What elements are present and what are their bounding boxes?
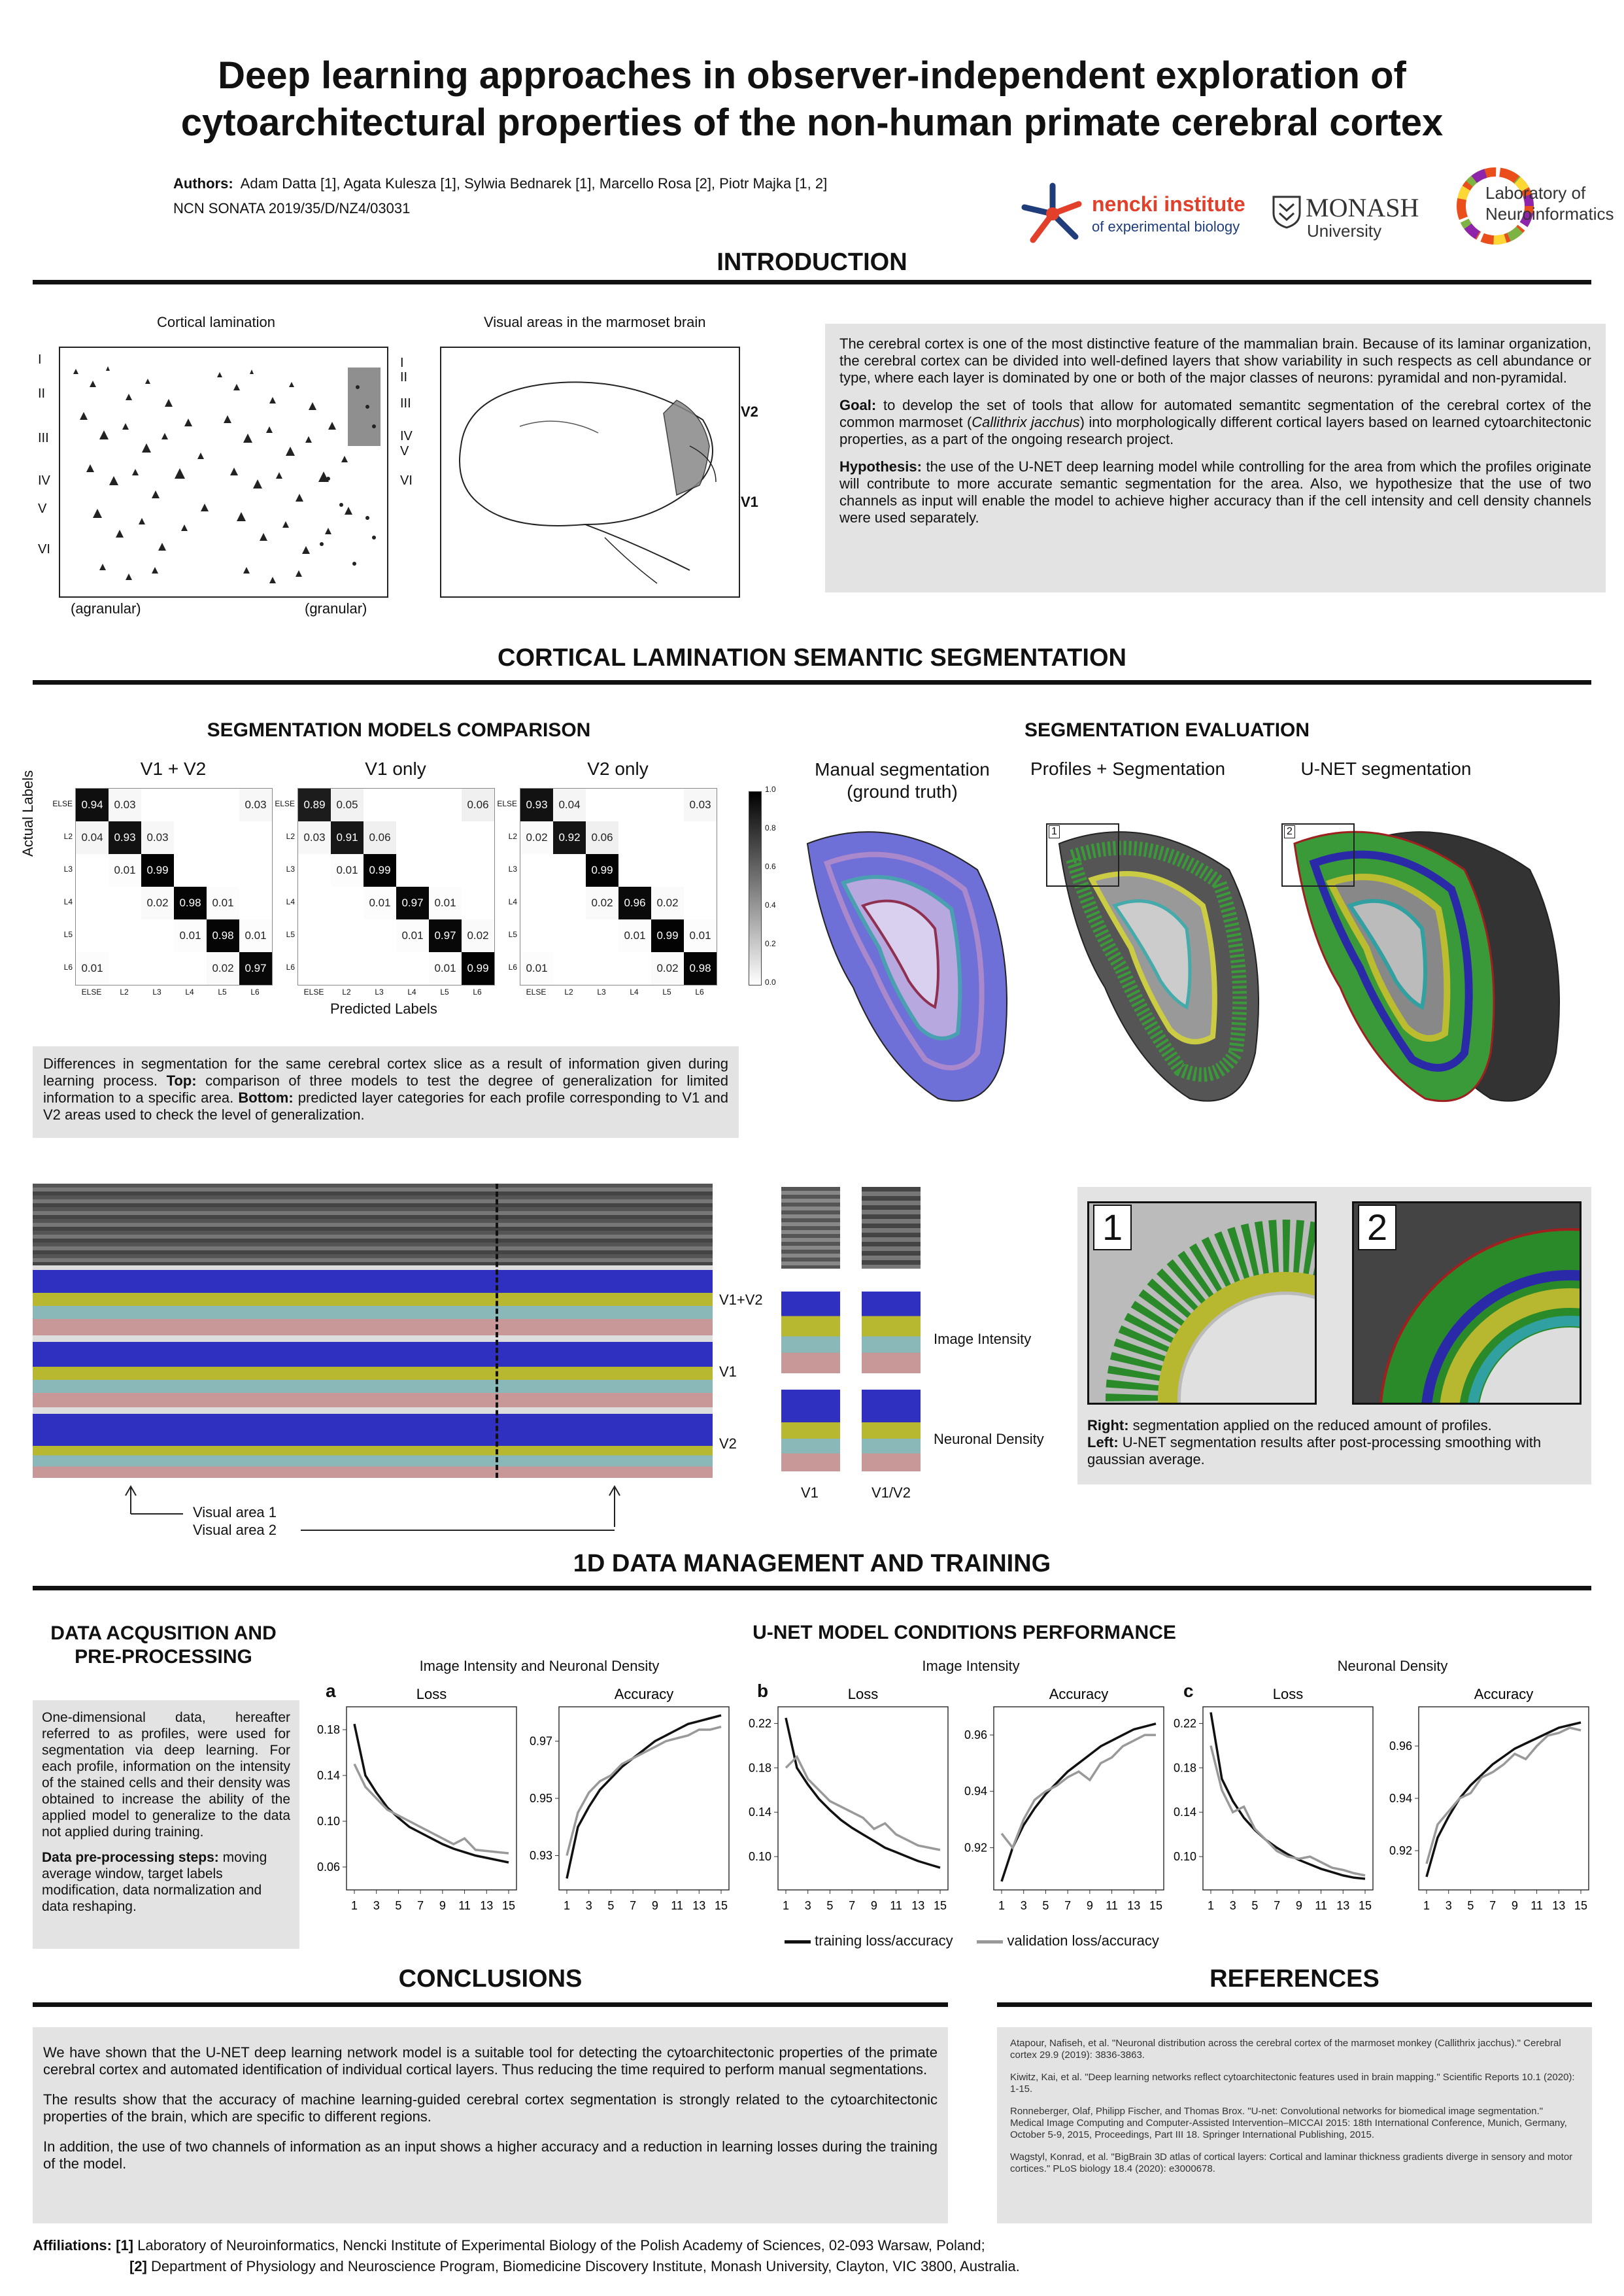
panel-b-label: b (757, 1681, 769, 1701)
strip-label-v2: V2 (719, 1435, 737, 1452)
x-tick-label: 3 (1229, 1899, 1236, 1912)
x-tick-label: 15 (714, 1899, 728, 1912)
x-tick-label: 9 (651, 1899, 658, 1912)
colorbar-tick: 1.0 (765, 785, 776, 794)
strip-label-v1: V1 (719, 1363, 737, 1380)
neuronal-density-label: Neuronal Density (934, 1431, 1044, 1447)
cm-cell: 0.99 (586, 854, 618, 887)
perf-legend (785, 1932, 1159, 1949)
cm-cell: 0.98 (174, 887, 207, 919)
chart-title: Accuracy (1474, 1686, 1534, 1702)
acquisition-heading-1: DATA ACQUSITION AND (50, 1622, 277, 1644)
cm-row-label: ELSE (52, 799, 73, 808)
cortical-lamination-title: Cortical lamination (157, 314, 275, 330)
caption-text-2: comparison of three models to test the degree of generalization for limited information to a specific area. (43, 1072, 728, 1106)
actual-labels-axis: Actual Labels (20, 770, 36, 857)
y-tick-label: 0.14 (316, 1769, 340, 1782)
x-tick-label: 1 (998, 1899, 1006, 1912)
x-tick-label: 7 (417, 1899, 424, 1912)
chart-frame (994, 1707, 1164, 1890)
inset-2-label: 2 (1284, 825, 1295, 838)
cm-cell: 0.01 (684, 919, 717, 952)
y-tick-label: 0.97 (529, 1734, 552, 1748)
layer-label: III (38, 431, 49, 445)
y-tick-label: 0.92 (964, 1841, 987, 1855)
colorbar-tick: 0.8 (765, 823, 776, 832)
cm-col-label: L5 (218, 987, 227, 997)
hypothesis-text: the use of the U-NET deep learning model while controlling for the area from which the profiles originate will contribute to more accurate semantic segmentation for the area. Also, we hypothesize that the use of two channels as input will enable the model to achieve higher accuracy than if the cell intensity and cell density channels were used separately. (839, 458, 1591, 526)
cm-row-label: L6 (63, 963, 73, 972)
y-tick-label: 0.10 (748, 1850, 771, 1864)
cm-row-label: L3 (63, 865, 73, 874)
eval-title-profiles: Profiles + Segmentation (1030, 759, 1226, 779)
reference-item: Atapour, Nafiseh, et al. "Neuronal distribution across the cerebral cortex of the marmoset monkey (Callithrix jacchus)." Cerebral cortex 29.9 (2019): 3836-3863. (1010, 2038, 1561, 2061)
cm-cell: 0.99 (651, 919, 684, 952)
colorbar-tick: 0.0 (765, 978, 776, 987)
cm-cell: 0.04 (76, 821, 109, 854)
steps-label: Data pre-processing steps: (42, 1850, 219, 1865)
y-tick-label: 0.22 (748, 1717, 771, 1730)
cm-cell: 0.04 (553, 789, 586, 821)
cm-row-label: L4 (286, 897, 295, 906)
cm-cell: 0.01 (429, 952, 462, 985)
affiliation-1-text: Laboratory of Neuroinformatics, Nencki Institute of Experimental Biology of the Polish Academy of Sciences, 02-093 Warsaw, Poland; (133, 2237, 985, 2253)
cm-row-label: L4 (63, 897, 73, 906)
cm-col-label: L4 (185, 987, 194, 997)
x-tick-label: 7 (849, 1899, 856, 1912)
chart-title: Loss (847, 1686, 879, 1702)
layer-label: II (400, 370, 408, 385)
cm-cell: 0.01 (239, 919, 272, 952)
cm-cell: 0.99 (462, 952, 494, 985)
cm-col-label: L3 (152, 987, 161, 997)
cm-row-label: L6 (286, 963, 295, 972)
cm-cell: 0.06 (364, 821, 396, 854)
title-line-1: Deep learning approaches in observer-independent exploration of (218, 54, 1406, 97)
authors-label: Authors: (173, 175, 233, 192)
legend-val-label: validation loss/accuracy (1007, 1932, 1159, 1949)
hypothesis-label: Hypothesis: (839, 458, 922, 475)
conclusion-p3: In addition, the use of two channels of information as an input shows a higher accuracy and a reduction in learning losses during the training of the model. (43, 2138, 938, 2172)
y-tick-label: 0.95 (529, 1792, 552, 1805)
monash-subname: University (1307, 221, 1382, 241)
reference-item: Kiwitz, Kai, et al. "Deep learning networks reflect cytoarchitectonic features used in brain mapping." Scientific Reports 10.1 (2020): 1-15. (1010, 2072, 1575, 2095)
cm-col-label: L4 (630, 987, 639, 997)
cm-title: V1 only (365, 759, 426, 779)
references-box (997, 2027, 1592, 2223)
x-tick-label: 5 (1042, 1899, 1049, 1912)
cm-cell: 0.02 (141, 887, 174, 919)
x-tick-label: 3 (1020, 1899, 1027, 1912)
cm-cell: 0.01 (76, 952, 109, 985)
zoom-2-label: 2 (1358, 1205, 1396, 1250)
panel-a-label: a (326, 1681, 336, 1701)
chart-frame (1203, 1707, 1373, 1890)
cm-cell: 0.03 (684, 789, 717, 821)
cm-cell: 0.89 (298, 789, 331, 821)
cm-cell: 0.98 (207, 919, 239, 952)
cm-cell: 0.02 (586, 887, 618, 919)
cm-cell: 0.94 (76, 789, 109, 821)
layer-label: IV (38, 473, 50, 488)
cm-col-label: L4 (407, 987, 416, 997)
x-tick-label: 11 (1315, 1899, 1327, 1912)
strip-label-v1v2: V1+V2 (719, 1292, 763, 1308)
chart-frame (347, 1707, 516, 1890)
monash-name: MONASH (1306, 193, 1419, 222)
colorbar-tick: 0.6 (765, 862, 776, 871)
reference-item: Wagstyl, Konrad, et al. "BigBrain 3D atlas of cortical layers: Cortical and laminar thickness gradients diverge in sensory and motor cortices." PLoS biology 18.4 (2020): e3000678. (1010, 2151, 1573, 2174)
x-tick-label: 5 (607, 1899, 615, 1912)
image-intensity-label: Image Intensity (934, 1331, 1032, 1347)
cm-cell: 0.03 (141, 821, 174, 854)
affiliations-label: Affiliations: (33, 2237, 112, 2253)
visual-area-2-label: Visual area 2 (193, 1522, 277, 1538)
x-tick-label: 13 (911, 1899, 925, 1912)
acquisition-heading-2: PRE-PROCESSING (75, 1646, 252, 1668)
conclusions-box (33, 2027, 948, 2223)
affiliation-1 (33, 2235, 1020, 2256)
cm-row-label: L4 (508, 897, 517, 906)
cm-cell: 0.98 (684, 952, 717, 985)
cm-cell: 0.92 (553, 821, 586, 854)
cm-cell: 0.01 (174, 919, 207, 952)
cm-col-label: L2 (342, 987, 351, 997)
cm-col-label: ELSE (303, 987, 324, 997)
performance-heading: U-NET MODEL CONDITIONS PERFORMANCE (753, 1622, 1176, 1643)
colorbar-tick: 0.4 (765, 900, 776, 910)
affiliation-2-tag: [2] (129, 2258, 147, 2274)
cm-cell: 0.01 (331, 854, 364, 887)
v1-label: V1 (741, 494, 758, 510)
x-tick-label: 9 (870, 1899, 877, 1912)
cm-row-label: L2 (286, 832, 295, 841)
cm-col-label: L6 (473, 987, 482, 997)
lab-name-1: Laboratory of (1485, 183, 1586, 203)
caption-bottom-label: Bottom: (238, 1089, 294, 1106)
y-tick-label: 0.10 (316, 1815, 340, 1828)
cm-title: V2 only (587, 759, 649, 779)
x-tick-label: 15 (1574, 1899, 1588, 1912)
y-tick-label: 0.93 (529, 1849, 552, 1862)
authors: Adam Datta [1], Agata Kulesza [1], Sylwia Bednarek [1], Marcello Rosa [2], Piotr Majka [1, 2] (240, 175, 828, 192)
cm-cell: 0.03 (239, 789, 272, 821)
y-tick-label: 0.06 (316, 1860, 340, 1874)
cm-cell: 0.01 (396, 919, 429, 952)
caption-text-3: predicted layer categories for each profile corresponding to V1 and V2 areas used to check the level of generalization. (43, 1089, 729, 1123)
right-label: Right: (1087, 1417, 1129, 1433)
lab-name-2: Neuroinformatics (1485, 204, 1614, 224)
x-tick-label: 15 (1358, 1899, 1372, 1912)
x-tick-label: 1 (1423, 1899, 1430, 1912)
cm-cell: 0.03 (298, 821, 331, 854)
conclusion-p2: The results show that the accuracy of machine learning-guided cerebral cortex segmentation is strongly related to the cytoarchitectonic properties of the brain, which are specific to different regions. (43, 2091, 938, 2125)
cm-cell: 0.96 (618, 887, 651, 919)
cm-cell: 0.97 (396, 887, 429, 919)
x-tick-label: 3 (1445, 1899, 1452, 1912)
legend-val-swatch (977, 1940, 1003, 1944)
cm-cell: 0.01 (520, 952, 553, 985)
x-tick-label: 3 (373, 1899, 380, 1912)
goal-text: to develop the set of tools that allow for automated semantitc segmentation of the cerebral cortex of the common marmoset ( (839, 397, 1591, 430)
chart-title: Accuracy (1049, 1686, 1109, 1702)
cm-col-label: ELSE (526, 987, 547, 997)
layer-label: V (400, 444, 409, 458)
x-tick-label: 9 (1295, 1899, 1302, 1912)
x-tick-label: 3 (585, 1899, 592, 1912)
layer-label: IV (400, 429, 413, 443)
predicted-labels-axis: Predicted Labels (330, 1001, 437, 1017)
title-line-2: cytoarchitectural properties of the non-human primate cerebral cortex (180, 101, 1444, 144)
x-tick-label: 9 (1511, 1899, 1518, 1912)
colorbar-tick: 0.2 (765, 939, 776, 948)
x-tick-label: 13 (1552, 1899, 1566, 1912)
intro-paragraph: The cerebral cortex is one of the most distinctive feature of the mammalian brain. Because of its laminar organization, the cerebral cortex can be divided into well-defined layers that show variability in such respects as cell abundance or type, where each layer is dominated by one or both of the major classes of neurons: pyramidal and non-pyramidal. (839, 335, 1591, 386)
x-tick-label: 1 (350, 1899, 358, 1912)
x-tick-label: 13 (1336, 1899, 1350, 1912)
cm-row-label: L3 (508, 865, 517, 874)
cm-col-label: L5 (440, 987, 449, 997)
cm-cell: 0.01 (207, 887, 239, 919)
column-v1v2-label: V1/V2 (871, 1484, 911, 1501)
eval-title-manual-1: Manual segmentation (815, 759, 990, 780)
references-heading: REFERENCES (1210, 1965, 1379, 1993)
y-tick-label: 0.14 (748, 1806, 771, 1819)
panel-c-label: c (1183, 1681, 1194, 1701)
visual-area-1-label: Visual area 1 (193, 1504, 277, 1520)
cm-cell: 0.97 (429, 919, 462, 952)
chart-frame (1419, 1707, 1589, 1890)
x-tick-label: 11 (458, 1899, 471, 1912)
chart-title: Loss (416, 1686, 447, 1702)
cm-cell: 0.01 (429, 887, 462, 919)
y-tick-label: 0.18 (748, 1761, 771, 1775)
segmentation-heading: CORTICAL LAMINATION SEMANTIC SEGMENTATION (498, 644, 1126, 672)
affiliations (33, 2235, 1020, 2277)
models-comparison-heading: SEGMENTATION MODELS COMPARISON (207, 719, 591, 741)
x-tick-label: 13 (480, 1899, 494, 1912)
cm-row-label: L2 (63, 832, 73, 841)
layer-label: V (38, 502, 47, 516)
cm-col-label: L2 (564, 987, 573, 997)
layer-label: III (400, 396, 411, 411)
layer-label: I (400, 356, 404, 370)
cm-title: V1 + V2 (140, 759, 207, 779)
cm-col-label: L6 (250, 987, 260, 997)
group-a-title: Image Intensity and Neuronal Density (419, 1658, 660, 1674)
cm-col-label: L3 (375, 987, 384, 997)
intro-heading: INTRODUCTION (717, 248, 907, 276)
y-tick-label: 0.96 (1389, 1739, 1412, 1753)
left-label: Left: (1087, 1434, 1119, 1450)
cm-cell: 0.03 (109, 789, 141, 821)
eval-title-unet: U-NET segmentation (1300, 759, 1472, 779)
reference-item: Ronneberger, Olaf, Philipp Fischer, and Thomas Brox. "U-net: Convolutional networks for biomedical image segmentation." Medical Image Computing and Computer-Assisted Intervention–MICCAI 2015: 18th International Conference, Munich, Germany, October 5-9, 2015, Proceedings, Part III 18. Springer International Publishing, 2015. (1010, 2106, 1567, 2140)
x-tick-label: 5 (826, 1899, 834, 1912)
cm-cell: 0.91 (331, 821, 364, 854)
v2-label: V2 (741, 403, 758, 420)
conclusion-p1: We have shown that the U-NET deep learning network model is a suitable tool for detecting the cytoarchitectonic properties of the primate cerebral cortex and automated identification of individual cortical layers. Thus reducing the time required to perform manual segmentations. (43, 2044, 938, 2078)
conclusions-heading: CONCLUSIONS (398, 1965, 583, 1993)
x-tick-label: 7 (630, 1899, 637, 1912)
x-tick-label: 11 (1106, 1899, 1118, 1912)
y-tick-label: 0.94 (964, 1785, 987, 1798)
layer-label: VI (400, 473, 413, 488)
nencki-subname: of experimental biology (1092, 218, 1240, 235)
cm-col-label: L2 (120, 987, 129, 997)
cm-row-label: ELSE (497, 799, 517, 808)
x-tick-label: 11 (1531, 1899, 1543, 1912)
species-name: Callithrix jacchus (972, 414, 1080, 430)
right-text: segmentation applied on the reduced amount of profiles. (1128, 1417, 1492, 1433)
cm-cell: 0.01 (364, 887, 396, 919)
layer-label: VI (38, 542, 50, 557)
affiliation-2 (33, 2256, 1020, 2277)
cm-cell: 0.99 (364, 854, 396, 887)
x-tick-label: 5 (1251, 1899, 1259, 1912)
caption-top-label: Top: (166, 1072, 197, 1089)
affiliation-2-text: Department of Physiology and Neuroscience Program, Biomedicine Discovery Institute, Monash University, Clayton, VIC 3800, Australia. (146, 2258, 1020, 2274)
cm-col-label: L6 (695, 987, 704, 997)
cm-row-label: L6 (508, 963, 517, 972)
y-tick-label: 0.22 (1173, 1717, 1196, 1730)
cm-cell: 0.01 (618, 919, 651, 952)
cm-cell: 0.02 (651, 952, 684, 985)
caption-text: Differences in segmentation for the same cerebral cortex slice as a result of information given during learning process. (43, 1055, 728, 1089)
cm-cell: 0.02 (651, 887, 684, 919)
x-tick-label: 11 (890, 1899, 902, 1912)
eval-title-manual-2: (ground truth) (847, 781, 958, 802)
cm-row-label: L3 (286, 865, 295, 874)
acquisition-text: One-dimensional data, hereafter referred to as profiles, were used for segmentation via deep learning. For each profile, information on the intensity of the stained cells and their density was obtained to increase the ability of the applied model to generalize to the data not applied during training. (42, 1710, 290, 1840)
chart-title: Accuracy (614, 1686, 674, 1702)
granular-label: (granular) (305, 600, 367, 617)
column-v1-label: V1 (801, 1484, 819, 1501)
cm-cell: 0.02 (462, 919, 494, 952)
conclusions-rule (33, 2002, 948, 2007)
x-tick-label: 15 (933, 1899, 947, 1912)
cm-cell: 0.06 (462, 789, 494, 821)
y-tick-label: 0.94 (1389, 1792, 1412, 1805)
goal-text-end: ) into morphologically different cortical layers based on learned cytoarchitectonic properties, as a part of the ongoing research project. (839, 414, 1591, 447)
x-tick-label: 13 (692, 1899, 706, 1912)
visual-areas-title: Visual areas in the marmoset brain (484, 314, 706, 330)
nencki-name: nencki institute (1092, 192, 1245, 216)
legend-train-label: training loss/accuracy (815, 1932, 953, 1949)
cm-row-label: L2 (508, 832, 517, 841)
cm-cell: 0.02 (520, 821, 553, 854)
segmentation-evaluation-heading: SEGMENTATION EVALUATION (1024, 719, 1310, 741)
y-tick-label: 0.92 (1389, 1844, 1412, 1857)
group-c-title: Neuronal Density (1337, 1658, 1448, 1674)
legend-train-swatch (785, 1940, 811, 1944)
x-tick-label: 5 (1467, 1899, 1474, 1912)
x-tick-label: 1 (1207, 1899, 1215, 1912)
x-tick-label: 11 (671, 1899, 683, 1912)
x-tick-label: 7 (1489, 1899, 1497, 1912)
y-tick-label: 0.18 (1173, 1761, 1196, 1775)
cm-cell: 0.06 (586, 821, 618, 854)
cm-row-label: L5 (286, 930, 295, 939)
layer-label: I (38, 352, 42, 367)
grant-number: NCN SONATA 2019/35/D/NZ4/03031 (173, 200, 411, 216)
data-management-heading: 1D DATA MANAGEMENT AND TRAINING (573, 1550, 1051, 1577)
cm-row-label: L5 (63, 930, 73, 939)
x-tick-label: 9 (439, 1899, 446, 1912)
affiliation-1-tag: [1] (116, 2237, 134, 2253)
left-text: U-NET segmentation results after post-processing smoothing with gaussian average. (1087, 1434, 1542, 1467)
y-tick-label: 0.10 (1173, 1850, 1196, 1864)
cm-row-label: L5 (508, 930, 517, 939)
x-tick-label: 15 (1149, 1899, 1163, 1912)
agranular-label: (agranular) (71, 600, 141, 617)
zoom-1-label: 1 (1093, 1205, 1132, 1250)
cm-cell: 0.01 (109, 854, 141, 887)
x-tick-label: 9 (1086, 1899, 1093, 1912)
cm-cell: 0.97 (239, 952, 272, 985)
cm-cell: 0.93 (520, 789, 553, 821)
x-tick-label: 1 (782, 1899, 790, 1912)
layer-label: II (38, 386, 46, 401)
x-tick-label: 13 (1127, 1899, 1141, 1912)
inset-1-label: 1 (1049, 825, 1060, 838)
x-tick-label: 7 (1064, 1899, 1072, 1912)
references-rule (997, 2002, 1592, 2007)
cm-cell: 0.05 (331, 789, 364, 821)
group-b-title: Image Intensity (922, 1658, 1020, 1674)
cm-cell: 0.93 (109, 821, 141, 854)
x-tick-label: 5 (395, 1899, 402, 1912)
x-tick-label: 15 (501, 1899, 516, 1912)
y-tick-label: 0.18 (316, 1723, 340, 1736)
x-tick-label: 7 (1274, 1899, 1281, 1912)
cm-row-label: ELSE (275, 799, 295, 808)
chart-title: Loss (1272, 1686, 1304, 1702)
cm-cell: 0.99 (141, 854, 174, 887)
cm-col-label: L5 (662, 987, 671, 997)
cm-col-label: L3 (597, 987, 606, 997)
cm-col-label: ELSE (81, 987, 102, 997)
goal-label: Goal: (839, 397, 877, 413)
x-tick-label: 1 (563, 1899, 571, 1912)
y-tick-label: 0.96 (964, 1728, 987, 1742)
x-tick-label: 3 (804, 1899, 811, 1912)
y-tick-label: 0.14 (1173, 1806, 1196, 1819)
steps-text: moving average window, target labels modification, data normalization and data reshaping. (42, 1850, 267, 1914)
cm-cell: 0.02 (207, 952, 239, 985)
